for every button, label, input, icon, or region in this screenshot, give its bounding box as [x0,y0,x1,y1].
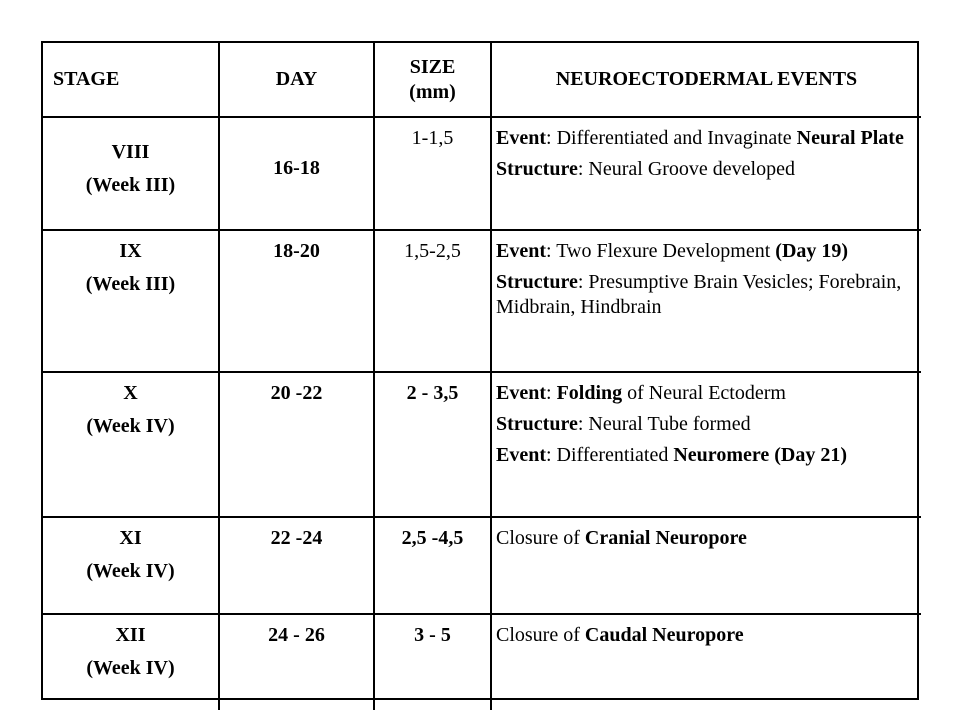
stage-cell [43,517,219,614]
stage-number: XII [115,624,146,646]
event-line [496,443,917,468]
structure-text: : Presumptive Brain Vesicles; Forebrain, Midbrain, Hindbrain [496,271,902,318]
stage-number: VIII [111,141,150,163]
header-day: DAY [219,43,374,117]
event-bold: Neural Plate [796,127,904,149]
event-bold: Caudal Neuropore [584,624,744,646]
event-bold: Cranial Neuropore [584,527,747,549]
stage-week: (Week III) [85,174,176,196]
size-cell: 2,5 -4,5 [374,517,491,614]
day-cell: 18-20 [219,230,374,372]
event-label: Event [496,240,546,262]
event-line [496,526,917,551]
events-cell [491,117,921,230]
day-cell: 22 -24 [219,517,374,614]
event-text: of Neural Ectoderm [622,382,786,404]
events-cell [491,372,921,517]
event-text: : Two Flexure Development [546,240,776,262]
table-row [43,614,921,710]
neuroectodermal-events-table [41,41,919,700]
event-text: Closure of [496,624,585,646]
event-line [496,126,917,151]
event-colon: : [546,127,557,149]
event-line [496,381,917,406]
header-size-label: SIZE [409,55,456,78]
size-cell: 1,5-2,5 [374,230,491,372]
header-stage: STAGE [43,43,219,117]
day-cell: 24 - 26 [219,614,374,710]
structure-text: : Neural Tube formed [577,413,751,435]
size-cell: 2 - 3,5 [374,372,491,517]
table-row [43,230,921,372]
table-row [43,372,921,517]
event-text: Closure of [496,527,585,549]
event-text: : Differentiated [546,444,674,466]
stage-week: (Week IV) [86,415,175,437]
stage-week: (Week III) [85,273,176,295]
stage-cell [43,230,219,372]
stage-cell [43,614,219,710]
event-label: Event [496,382,546,404]
stage-number: IX [119,240,142,262]
event-line [496,239,917,264]
event-bold: Neuromere (Day 21) [673,444,848,466]
stage-number: X [123,382,138,404]
header-size-unit: (mm) [409,80,456,103]
event-bold: Folding [556,382,623,404]
event-text: Differentiated and Invaginate [556,127,797,149]
event-line [496,623,917,648]
stage-number: XI [119,527,142,549]
header-events: NEUROECTODERMAL EVENTS [491,43,921,117]
stage-week: (Week IV) [86,657,175,679]
header-row [43,43,921,117]
table-row [43,117,921,230]
structure-line [496,270,917,320]
events-cell [491,614,921,710]
events-cell [491,230,921,372]
structure-label: Structure [496,158,578,180]
day-cell: 16-18 [219,117,374,230]
structure-line [496,157,917,182]
size-cell: 1-1,5 [374,117,491,230]
events-cell [491,517,921,614]
stages-table [43,43,921,710]
size-cell: 3 - 5 [374,614,491,710]
stage-cell [43,372,219,517]
event-label: Event [496,444,546,466]
day-cell: 20 -22 [219,372,374,517]
structure-label: Structure [496,413,578,435]
stage-cell [43,117,219,230]
event-label: Event [496,127,546,149]
structure-line [496,412,917,437]
structure-text: : Neural Groove developed [577,158,795,180]
event-colon: : [546,382,557,404]
structure-label: Structure [496,271,578,293]
table-row [43,517,921,614]
stage-week: (Week IV) [86,560,175,582]
header-size [374,43,491,117]
event-bold: (Day 19) [775,240,849,262]
